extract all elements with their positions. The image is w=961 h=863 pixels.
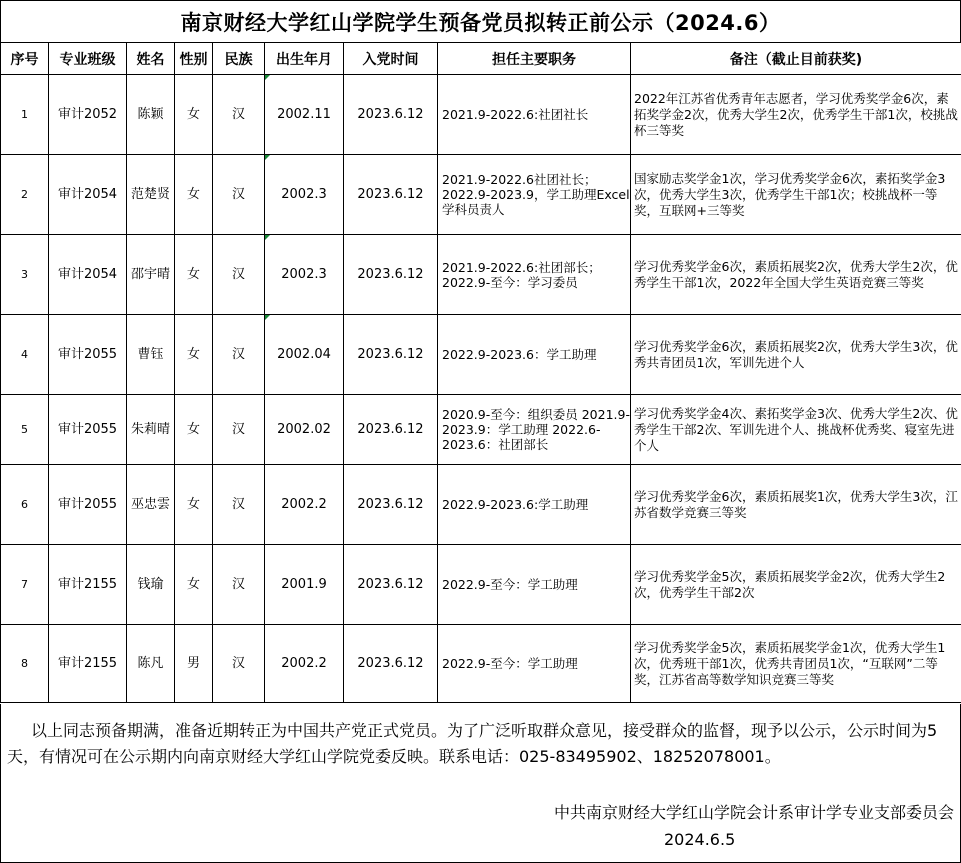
row-class: 审计2055 bbox=[49, 395, 127, 465]
table-row bbox=[1, 545, 961, 625]
table-row bbox=[1, 235, 961, 315]
row-remark: 学习优秀奖学金4次、素拓奖学金3次、优秀大学生2次、优秀学生干部2次、军训先进个人、挑战杯优秀奖、寝室先进个人 bbox=[631, 395, 961, 465]
cell-marker-icon bbox=[265, 155, 270, 160]
row-remark: 国家励志奖学金1次，学习优秀奖学金6次，素拓奖学金3次，优秀大学生3次，优秀学生干部1次；校挑战杯一等奖，互联网+三等奖 bbox=[631, 155, 961, 235]
row-remark: 2022年江苏省优秀青年志愿者，学习优秀奖学金6次，素拓奖学金2次，优秀大学生2次，优秀学生干部1次，校挑战杯三等奖 bbox=[631, 75, 961, 155]
cell-marker-icon bbox=[265, 315, 270, 320]
table-row bbox=[1, 155, 961, 235]
table-row bbox=[1, 625, 961, 703]
header-birth: 出生年月 bbox=[265, 43, 344, 75]
row-number: 3 bbox=[1, 235, 49, 315]
row-remark: 学习优秀奖学金6次，素质拓展奖2次，优秀大学生3次，优秀共青团员1次，军训先进个人 bbox=[631, 315, 961, 395]
notice-date: 2024.6.5 bbox=[664, 830, 736, 849]
header-name: 姓名 bbox=[127, 43, 175, 75]
header-row bbox=[1, 43, 961, 75]
row-birth: 2002.3 bbox=[265, 235, 344, 315]
row-gender: 女 bbox=[175, 75, 213, 155]
row-name: 陈凡 bbox=[127, 625, 175, 703]
row-remark: 学习优秀奖学金6次，素质拓展奖1次，优秀大学生3次，江苏省数学竞赛三等奖 bbox=[631, 465, 961, 545]
row-birth: 2002.2 bbox=[265, 465, 344, 545]
header-class: 专业班级 bbox=[49, 43, 127, 75]
row-number: 8 bbox=[1, 625, 49, 703]
row-birth: 2001.9 bbox=[265, 545, 344, 625]
row-gender: 男 bbox=[175, 625, 213, 703]
row-remark: 学习优秀奖学金5次，素质拓展奖学金2次，优秀大学生2次，优秀学生干部2次 bbox=[631, 545, 961, 625]
table-row bbox=[1, 395, 961, 465]
cell-marker-icon bbox=[265, 75, 270, 80]
header-duty: 担任主要职务 bbox=[438, 43, 631, 75]
row-duty: 2022.9-2023.6:学工助理 bbox=[438, 465, 631, 545]
row-ethnicity: 汉 bbox=[213, 395, 265, 465]
row-birth: 2002.02 bbox=[265, 395, 344, 465]
row-class: 审计2055 bbox=[49, 465, 127, 545]
row-duty: 2022.9-2023.6：学工助理 bbox=[438, 315, 631, 395]
header-remark: 备注（截止目前获奖) bbox=[631, 43, 961, 75]
row-join-date: 2023.6.12 bbox=[344, 545, 438, 625]
row-birth: 2002.11 bbox=[265, 75, 344, 155]
row-gender: 女 bbox=[175, 545, 213, 625]
row-ethnicity: 汉 bbox=[213, 465, 265, 545]
members-table bbox=[0, 42, 961, 703]
row-join-date: 2023.6.12 bbox=[344, 395, 438, 465]
row-class: 审计2054 bbox=[49, 155, 127, 235]
row-duty: 2020.9-至今：组织委员 2021.9-2023.9：学工助理 2022.6-2023.6：社团部长 bbox=[438, 395, 631, 465]
row-gender: 女 bbox=[175, 155, 213, 235]
row-name: 范楚贤 bbox=[127, 155, 175, 235]
header-ethnicity: 民族 bbox=[213, 43, 265, 75]
row-join-date: 2023.6.12 bbox=[344, 465, 438, 545]
row-name: 巫忠雲 bbox=[127, 465, 175, 545]
row-duty: 2021.9-2022.6:社团社长 bbox=[438, 75, 631, 155]
document-title: 南京财经大学红山学院学生预备党员拟转正前公示（2024.6） bbox=[0, 0, 961, 42]
row-join-date: 2023.6.12 bbox=[344, 75, 438, 155]
table-row bbox=[1, 465, 961, 545]
row-ethnicity: 汉 bbox=[213, 75, 265, 155]
row-join-date: 2023.6.12 bbox=[344, 235, 438, 315]
header-gender: 性别 bbox=[175, 43, 213, 75]
row-number: 6 bbox=[1, 465, 49, 545]
row-name: 钱瑜 bbox=[127, 545, 175, 625]
row-birth: 2002.04 bbox=[265, 315, 344, 395]
row-gender: 女 bbox=[175, 395, 213, 465]
row-number: 4 bbox=[1, 315, 49, 395]
row-name: 曹钰 bbox=[127, 315, 175, 395]
row-number: 2 bbox=[1, 155, 49, 235]
row-duty: 2021.9-2022.6社团社长；2022.9-2023.9，学工助理Excel学科员责人 bbox=[438, 155, 631, 235]
row-gender: 女 bbox=[175, 465, 213, 545]
row-remark: 学习优秀奖学金5次，素质拓展奖学金1次，优秀大学生1次，优秀班干部1次，优秀共青团员1次，“互联网”二等奖，江苏省高等数学知识竞赛三等奖 bbox=[631, 625, 961, 703]
row-number: 7 bbox=[1, 545, 49, 625]
row-ethnicity: 汉 bbox=[213, 235, 265, 315]
row-join-date: 2023.6.12 bbox=[344, 155, 438, 235]
notice-text: 以上同志预备期满，准备近期转正为中国共产党正式党员。为了广泛听取群众意见，接受群众的监督，现予以公示，公示时间为5天，有情况可在公示期内向南京财经大学红山学院党委反映。联系电话：025-83495902、18252078001。 bbox=[7, 721, 938, 766]
row-ethnicity: 汉 bbox=[213, 545, 265, 625]
row-join-date: 2023.6.12 bbox=[344, 625, 438, 703]
row-birth: 2002.2 bbox=[265, 625, 344, 703]
row-duty: 2022.9-至今：学工助理 bbox=[438, 545, 631, 625]
row-ethnicity: 汉 bbox=[213, 155, 265, 235]
row-ethnicity: 汉 bbox=[213, 625, 265, 703]
row-birth: 2002.3 bbox=[265, 155, 344, 235]
cell-marker-icon bbox=[265, 235, 270, 240]
row-number: 5 bbox=[1, 395, 49, 465]
row-name: 朱莉晴 bbox=[127, 395, 175, 465]
row-class: 审计2155 bbox=[49, 545, 127, 625]
signer: 中共南京财经大学红山学院会计系审计学专业支部委员会 bbox=[553, 803, 954, 822]
row-gender: 女 bbox=[175, 235, 213, 315]
notice-footer bbox=[0, 704, 961, 863]
row-duty: 2022.9-至今：学工助理 bbox=[438, 625, 631, 703]
row-class: 审计2155 bbox=[49, 625, 127, 703]
table-row bbox=[1, 75, 961, 155]
row-gender: 女 bbox=[175, 315, 213, 395]
table-row bbox=[1, 315, 961, 395]
row-name: 邵宇晴 bbox=[127, 235, 175, 315]
row-name: 陈颖 bbox=[127, 75, 175, 155]
row-class: 审计2055 bbox=[49, 315, 127, 395]
row-remark: 学习优秀奖学金6次，素质拓展奖2次，优秀大学生2次，优秀学生干部1次，2022年全国大学生英语竞赛三等奖 bbox=[631, 235, 961, 315]
row-class: 审计2052 bbox=[49, 75, 127, 155]
row-number: 1 bbox=[1, 75, 49, 155]
row-class: 审计2054 bbox=[49, 235, 127, 315]
row-duty: 2021.9-2022.6:社团部长；2022.9-至今：学习委员 bbox=[438, 235, 631, 315]
row-ethnicity: 汉 bbox=[213, 315, 265, 395]
header-no: 序号 bbox=[1, 43, 49, 75]
row-join-date: 2023.6.12 bbox=[344, 315, 438, 395]
header-join-date: 入党时间 bbox=[344, 43, 438, 75]
